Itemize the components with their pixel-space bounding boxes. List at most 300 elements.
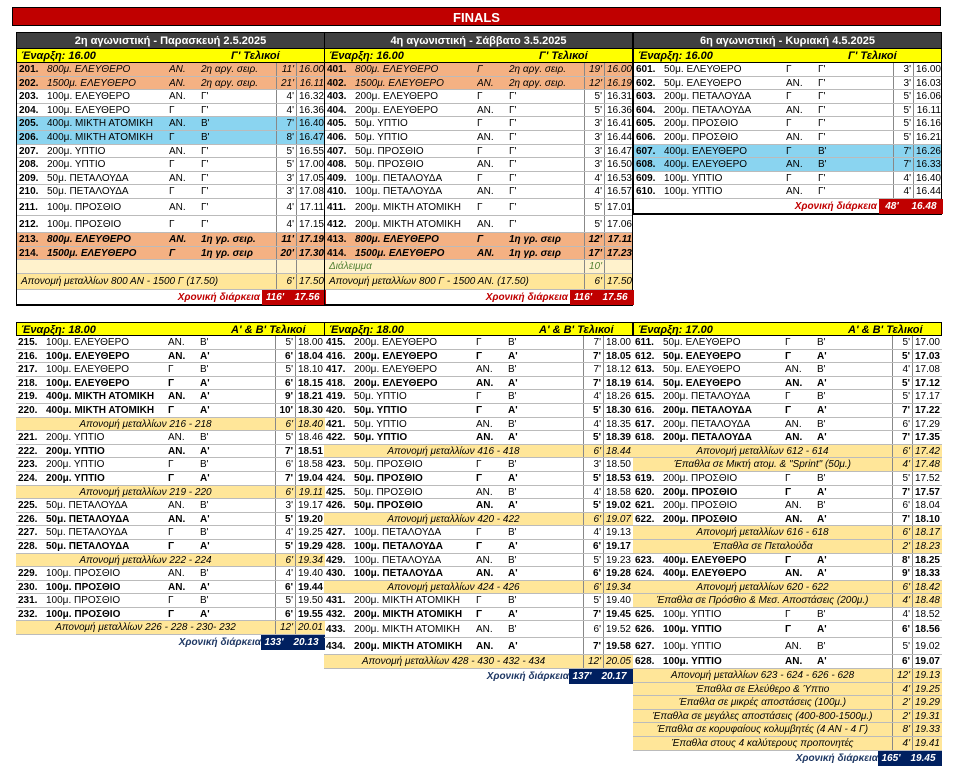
minutes: 5' [275,540,295,553]
gender: Γ [477,172,483,184]
time: 16.44 [913,185,943,198]
gender: ΑΝ. [476,364,493,376]
gender: ΑΝ. [786,131,803,143]
gender: ΑΝ. [168,337,185,348]
medal-label: Έπαθλα σε Πεταλούδα [712,540,813,552]
event-number: 602. [636,77,656,89]
event-name: 100μ. ΠΡΟΣΘΙΟ [46,595,121,607]
minutes: 6' [892,526,912,539]
category: 1η γρ. σειρ [509,247,561,259]
time: 19.34 [603,581,633,594]
time: 19.23 [603,554,633,567]
medal-label: Απονομή μεταλλίων 800 ΑΝ - 1500 Γ (17.50) [21,275,219,287]
category: Β' [200,337,209,348]
day-header: 4η αγωνιστική - Σάββατο 3.5.2025 [325,33,632,49]
event-row [325,199,632,216]
time: 17.05 [296,172,326,185]
event-name: 200μ. ΜΙΚΤΗ ΑΤΟΜΙΚΗ [354,595,460,607]
event-name: 800μ. ΕΛΕΥΘΕΡΟ [47,64,131,75]
time: 18.04 [912,499,942,512]
total-minutes: 48' [879,199,905,214]
category: Α' [200,377,210,389]
total-duration [325,290,632,305]
minutes: 6' [583,445,603,458]
event-row [324,567,633,581]
event-number: 420. [326,404,346,416]
gender: ΑΝ. [786,159,803,171]
medal-label: Απονομή μεταλλίων 428 - 430 - 432 - 434 [361,656,546,668]
minutes: 4' [276,90,296,103]
event-name: 200μ. ΕΛΕΥΘΕΡΟ [354,350,438,362]
gender: Γ [477,201,483,213]
event-name: 50μ. ΕΛΕΥΘΕΡΟ [663,337,741,348]
event-name: 200μ. ΥΠΤΙΟ [46,445,105,457]
gender: ΑΝ. [476,418,493,430]
time: 17.52 [912,472,942,485]
total-label: Χρονική διάρκεια [486,671,569,683]
event-name: 200μ. ΠΕΤΑΛΟΥΔΑ [664,104,752,116]
minutes: 4' [275,567,295,580]
event-row [325,104,632,118]
event-row [16,445,325,459]
medal-row [16,486,325,500]
event-name: 50μ. ΕΛΕΥΘΕΡΟ [663,350,741,362]
minutes: 6' [275,608,295,621]
event-row [633,499,942,513]
category: Α' [200,513,210,525]
gender: ΑΝ. [169,233,187,245]
minutes: 6' [583,567,603,580]
medal-label: Έπαθλα σε μεγάλες αποστάσεις (400-800-1500μ.) [652,710,873,722]
category: Γ' [201,201,209,213]
category: 2η αργ. σειρ. [201,77,259,89]
gender: Γ [168,404,175,416]
minutes: 4' [583,390,603,403]
minutes: 5' [275,363,295,376]
event-name: 50μ. ΠΕΤΑΛΟΥΔΑ [46,540,130,552]
event-name: 800μ. ΕΛΕΥΘΕΡΟ [355,233,439,245]
time: 19.25 [295,526,325,539]
event-row [634,172,941,186]
time: 16.40 [296,117,326,130]
event-number: 414. [327,247,347,259]
time: 17.11 [604,233,634,246]
category: Β' [200,595,209,607]
minutes: 5' [583,404,603,417]
gender: Γ [169,247,176,259]
minutes: 5' [892,350,912,363]
medal-row [633,710,942,724]
event-row [633,486,942,500]
time: 19.04 [295,472,325,485]
category: 1η γρ. σειρ. [201,233,256,245]
total-label: Χρονική διάρκεια [794,200,877,212]
final-type: Α' & Β' Τελικοί [539,324,614,336]
event-name: 200μ. ΕΛΕΥΘΕΡΟ [354,337,438,348]
category: Β' [817,641,826,653]
event-number: 421. [326,418,346,430]
gender: Γ [476,337,482,348]
category: Γ' [201,104,209,116]
category: Β' [508,364,517,376]
category: Α' [817,404,827,416]
medal-label: Απονομή μεταλλίων 420 - 422 [387,513,520,525]
event-name: 100μ. ΕΛΕΥΘΕΡΟ [46,377,130,389]
category: Β' [200,500,209,512]
event-name: 50μ. ΠΡΟΣΘΙΟ [354,500,423,512]
final-type: Γ' Τελικοί [539,50,588,62]
time: 17.48 [912,458,942,471]
event-row [325,145,632,159]
event-row [16,499,325,513]
category: Γ' [818,104,826,116]
category: Β' [508,554,517,566]
gender: Γ [169,104,175,116]
event-row [633,418,942,432]
gender: ΑΝ. [168,445,186,457]
event-row [325,172,632,186]
gender: ΑΝ. [786,104,803,116]
category: Β' [200,459,209,471]
gender: ΑΝ. [476,432,494,444]
session-header [325,49,632,63]
gender: ΑΝ. [168,513,186,525]
minutes: 11' [276,233,296,246]
event-name: 50μ. ΠΡΟΣΘΙΟ [354,459,423,471]
event-number: 223. [18,459,38,471]
medal-label: Έπαθλα σε μικρές αποστάσεις (100μ.) [678,697,847,709]
event-row [325,117,632,131]
medal-label: Απονομή μεταλλίων 222 - 224 [79,554,212,566]
gender: Γ [168,527,174,539]
event-number: 628. [635,656,655,668]
minutes: 2' [892,540,912,553]
category: Γ' [509,104,517,116]
minutes: 4' [892,363,912,376]
category: Β' [200,432,209,444]
final-type: Α' & Β' Τελικοί [231,324,306,336]
category: Α' [200,350,210,362]
event-row [324,431,633,445]
gender: Γ [477,64,483,75]
gender: ΑΝ. [785,364,802,376]
event-name: 50μ. ΠΕΤΑΛΟΥΔΑ [47,186,129,198]
event-name: 100μ. ΕΛΕΥΘΕΡΟ [47,91,131,103]
category: Γ' [201,159,209,171]
event-name: 200μ. ΜΙΚΤΗ ΑΤΟΜΙΚΗ [355,201,461,213]
gender: ΑΝ. [785,432,803,444]
event-name: 1500μ. ΕΛΕΥΘΕΡΟ [47,247,137,259]
gender: ΑΝ. [785,377,803,389]
event-number: 603. [636,91,656,103]
gender: Γ [476,608,483,620]
time: 16.55 [296,145,326,158]
minutes: 9' [275,390,295,403]
end-time: 20.17 [595,669,633,684]
category: Α' [200,540,210,552]
event-name: 50μ. ΥΠΤΙΟ [354,432,408,444]
category: Γ' [201,145,209,157]
minutes: 4' [892,458,912,471]
event-number: 417. [326,364,346,376]
category: Α' [817,513,827,525]
event-number: 218. [18,377,38,389]
event-number: 612. [635,350,655,362]
event-number: 428. [326,540,346,552]
minutes: 7' [275,472,295,485]
event-number: 620. [635,486,655,498]
event-row [633,655,942,669]
minutes: 5' [584,199,604,215]
event-name: 200μ. ΥΠΤΙΟ [47,145,106,157]
event-row [16,581,325,595]
event-row [633,567,942,581]
event-name: 50μ. ΠΕΤΑΛΟΥΔΑ [46,527,128,539]
event-row [16,404,325,418]
end-time: 19.45 [904,751,942,766]
event-row [16,513,325,527]
category: Β' [818,159,827,171]
event-number: 422. [326,432,346,444]
gender: Γ [168,540,175,552]
time: 18.33 [912,567,942,580]
session-header [17,49,324,63]
event-number: 413. [327,233,347,245]
minutes: 5' [893,117,913,130]
event-row [17,145,324,159]
event-number: 206. [19,131,39,143]
category: Γ' [201,91,209,103]
event-name: 1500μ. ΕΛΕΥΘΕΡΟ [47,77,136,89]
medal-row [16,554,325,568]
event-name: 200μ. ΜΙΚΤΗ ΑΤΟΜΙΚΗ [355,218,461,230]
minutes: 17' [584,247,604,260]
total-duration [634,199,941,214]
minutes: 6' [276,274,296,289]
event-row [17,90,324,104]
event-row [633,554,942,568]
category: Β' [817,608,826,620]
event-name: 100μ. ΥΠΤΙΟ [663,656,722,668]
minutes: 20' [276,247,296,260]
minutes: 12' [892,669,912,682]
category: Α' [508,608,518,620]
minutes: 3' [275,499,295,512]
minutes: 7' [583,363,603,376]
time: 17.17 [912,390,942,403]
medal-label: Έπαθλα στους 4 καλύτερους προπονητές [671,738,854,750]
event-name: 50μ. ΠΕΤΑΛΟΥΔΑ [46,500,128,512]
event-number: 425. [326,486,346,498]
event-name: 100μ. ΠΡΟΣΘΙΟ [46,608,121,620]
event-name: 200μ. ΠΕΤΑΛΟΥΔΑ [663,418,751,430]
time: 19.55 [295,608,325,621]
event-number: 617. [635,418,655,430]
time: 18.46 [295,431,325,444]
event-row [633,377,942,391]
time: 17.15 [296,216,326,232]
minutes: 5' [275,431,295,444]
category: Α' [817,432,827,444]
event-number: 411. [327,201,346,213]
medal-row [324,513,633,527]
session-header [324,322,633,336]
event-name: 200μ. ΥΠΤΙΟ [46,472,105,484]
minutes: 6' [275,486,295,499]
time: 16.32 [296,90,326,103]
event-number: 224. [18,472,38,484]
total-duration [16,635,325,650]
event-row [17,63,324,77]
event-name: 100μ. ΥΠΤΙΟ [664,172,723,184]
time: 20.05 [603,655,633,668]
category: Α' [817,350,827,362]
event-number: 215. [18,337,38,348]
minutes: 6' [275,377,295,390]
time: 18.52 [912,608,942,621]
category: Β' [817,364,826,376]
medal-row [633,540,942,554]
time: 17.35 [912,431,942,444]
event-name: 100μ. ΠΡΟΣΘΙΟ [47,218,122,230]
event-name: 400μ. ΕΛΕΥΘΕΡΟ [663,568,747,580]
start-time: Έναρξη: 17.00 [638,324,713,336]
medal-label: Έπαθλα σε Ελεύθερο & Ύπτιο [695,683,830,695]
time [604,260,634,273]
gender: Γ [477,145,483,157]
minutes: 5' [583,499,603,512]
time: 19.02 [912,638,942,654]
event-row [324,638,633,655]
gender: ΑΝ. [168,568,185,580]
event-number: 221. [18,432,38,444]
time: 16.41 [604,117,634,130]
minutes: 4' [584,185,604,198]
time: 19.07 [912,655,942,668]
event-name: 400μ. ΜΙΚΤΗ ΑΤΟΜΙΚΗ [46,391,155,403]
event-name: 50μ. ΥΠΤΙΟ [354,418,407,430]
gender: Γ [785,554,792,566]
event-number: 426. [326,500,346,512]
pause-label: Διάλειμμα [329,261,372,273]
gender: ΑΝ. [477,247,495,259]
event-number: 610. [636,186,656,198]
event-number: 604. [636,104,656,116]
event-number: 232. [18,608,38,620]
event-number: 402. [327,77,347,89]
session-header [633,322,942,336]
event-row [324,621,633,638]
gender: ΑΝ. [169,201,186,213]
medal-row [17,274,324,290]
minutes: 4' [583,526,603,539]
start-time: Έναρξη: 18.00 [21,324,96,336]
event-row [325,131,632,145]
time: 16.36 [604,104,634,117]
event-row [324,363,633,377]
gender: ΑΝ. [785,418,802,430]
minutes: 7' [583,350,603,363]
category: Α' [200,581,210,593]
event-name: 100μ. ΥΠΤΙΟ [663,624,722,636]
medal-row [324,655,633,669]
event-name: 200μ. ΠΡΟΣΘΙΟ [663,472,738,484]
event-name: 800μ. ΕΛΕΥΘΕΡΟ [355,64,439,75]
schedule-column [16,322,325,650]
minutes: 5' [583,554,603,567]
event-number: 226. [18,513,38,525]
time: 18.58 [295,458,325,471]
time: 17.03 [912,350,942,363]
day-header: 2η αγωνιστική - Παρασκευή 2.5.2025 [17,33,324,49]
time: 17.08 [296,185,326,198]
gender: Γ [169,186,175,198]
event-name: 100μ. ΠΕΤΑΛΟΥΔΑ [354,527,442,539]
minutes: 7' [892,486,912,499]
medal-label: Απονομή μεταλλίων 616 - 618 [696,527,829,539]
minutes: 21' [276,77,296,90]
time: 19.58 [603,638,633,654]
gender: Γ [476,391,482,403]
gender: ΑΝ. [476,568,494,580]
minutes: 12' [275,621,295,634]
event-number: 213. [19,233,39,245]
event-row [633,336,942,350]
minutes: 5' [275,594,295,607]
medal-label: Απονομή μεταλλίων 612 - 614 [696,445,829,457]
minutes: 6' [892,581,912,594]
gender: Γ [477,233,484,245]
category: Α' [200,608,210,620]
event-name: 200μ. ΠΡΟΣΘΙΟ [664,131,739,143]
gender: ΑΝ. [786,77,803,89]
time: 18.30 [295,404,325,417]
minutes: 6' [275,581,295,594]
gender: Γ [169,218,175,230]
minutes: 5' [893,90,913,103]
gender: Γ [785,486,792,498]
time: 19.25 [912,683,942,696]
time: 18.05 [603,350,633,363]
event-number: 429. [326,554,346,566]
minutes: 2' [892,696,912,709]
time: 17.50 [296,274,326,289]
minutes: 4' [583,486,603,499]
minutes: 6' [584,274,604,289]
event-row [325,216,632,233]
schedule-column [633,32,942,215]
event-name: 50μ. ΠΡΟΣΘΙΟ [355,145,424,157]
minutes: 6' [275,554,295,567]
medal-label: Απονομή μεταλλίων 424 - 426 [387,581,520,593]
gender: ΑΝ. [169,145,186,157]
minutes: 6' [892,655,912,668]
category: Γ' [818,172,826,184]
gender: ΑΝ. [477,77,494,89]
time: 18.51 [295,445,325,458]
event-number: 219. [18,391,38,403]
time: 19.31 [912,710,942,723]
event-name: 50μ. ΕΛΕΥΘΕΡΟ [664,64,742,75]
minutes: 3' [584,131,604,144]
medal-row [633,737,942,751]
event-row [325,247,632,261]
category: 2η αργ. σειρ. [509,77,567,89]
time: 18.50 [603,458,633,471]
gender: Γ [476,350,483,362]
category: Β' [508,527,517,539]
category: Γ' [509,131,517,143]
